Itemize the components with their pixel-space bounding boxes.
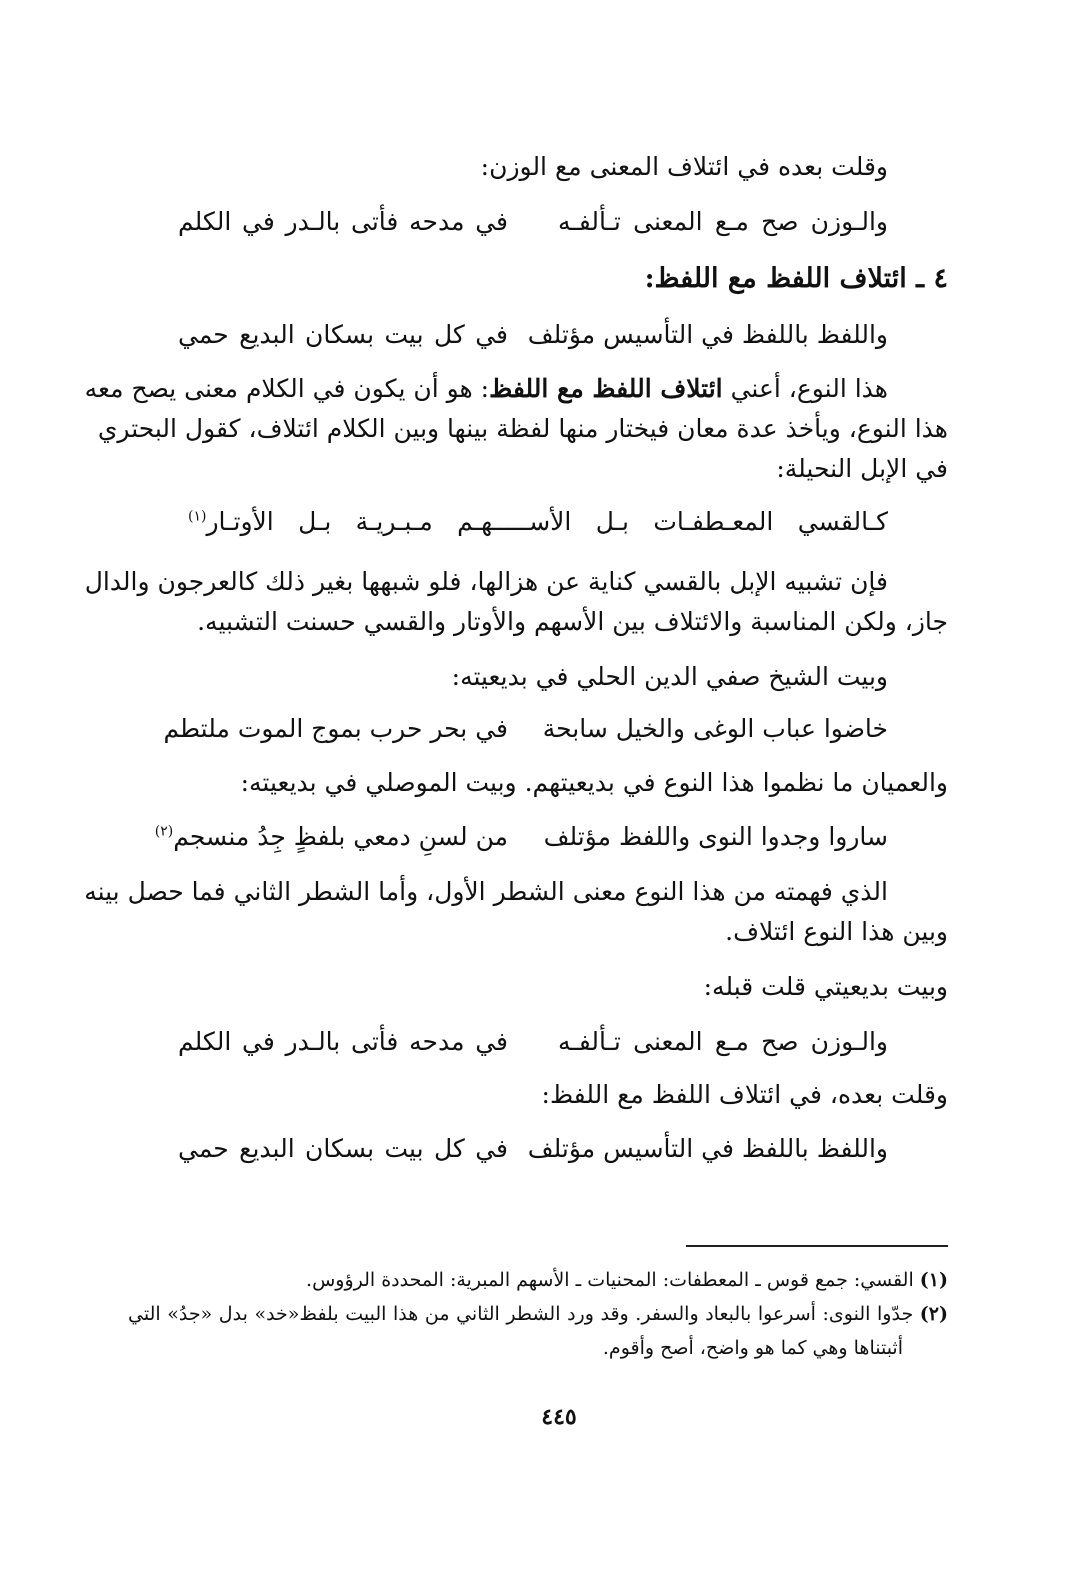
page-number: ٤٤٥ — [541, 1404, 577, 1430]
footnote-separator — [686, 1245, 948, 1247]
verse-7-first-hemistich: واللفظ باللفظ في التأسيس مؤتلف — [527, 1134, 888, 1163]
footnote-2-number: (٢) — [919, 1303, 948, 1325]
paragraph-1-line-2: هذا النوع، ويأخذ عدة معان فيختار منها لفظة بينها وبين الكلام ائتلاف، كقول البحتري — [97, 414, 948, 443]
footnote-1-text: القسي: جمع قوس ـ المعطفات: المحنيات ـ الأسهم المبرية: المحددة الرؤوس. — [306, 1269, 920, 1291]
verse-3-text: كـالقسي المعـطفـات بـل الأســـــهـم مـبـريـة بـل الأوتـار — [206, 507, 888, 536]
paragraph-1-line-3: في الإبل النحيلة: — [776, 454, 948, 483]
footnote-ref-2: (٢) — [154, 823, 174, 840]
paragraph-1-text: هذا النوع، أعني — [722, 374, 888, 403]
section-heading: ٤ ـ ائتلاف اللفظ مع اللفظ: — [644, 263, 948, 294]
verse-5-first-hemistich: ساروا وجدوا النوى واللفظ مؤتلف — [543, 822, 888, 851]
intro-line: وقلت بعده في ائتلاف المعنى مع الوزن: — [480, 152, 888, 181]
footnote-2-text: جدّوا النوى: أسرعوا بالبعاد والسفر. وقد ورد الشطر الثاني من هذا البيت بلفظ«خد» بدل «جدُ» التي — [128, 1303, 920, 1325]
verse-4-first-hemistich: خاضوا عباب الوغى والخيل سابحة — [542, 714, 888, 743]
verse-3 — [188, 505, 888, 539]
verse-7-second-hemistich: في كل بيت بسكان البديع حمي — [178, 1134, 508, 1163]
paragraph-2-line-1 — [84, 565, 948, 599]
verse-4-second-hemistich: في بحر حرب بموج الموت ملتطم — [163, 714, 508, 743]
paragraph-5-line-1 — [84, 875, 948, 909]
paragraph-3: وبيت الشيخ صفي الدين الحلي في بديعيته: — [451, 662, 888, 691]
verse-5-second-text: من لسنِ دمعي بلفظٍ جِدُ منسجم — [173, 822, 508, 851]
footnote-ref-1: (١) — [188, 508, 207, 525]
paragraph-1-line-1 — [84, 372, 948, 406]
verse-1-second-hemistich: في مدحه فأتى بالـدر في الكلم — [178, 207, 508, 236]
term-highlight: ائتلاف اللفظ مع اللفظ — [489, 374, 723, 403]
paragraph-4: والعميان ما نظموا هذا النوع في بديعيتهم. وبيت الموصلي في بديعيته: — [240, 768, 948, 797]
verse-2-first-hemistich: واللفظ باللفظ في التأسيس مؤتلف — [527, 320, 888, 349]
paragraph-5-text: الذي فهمته من هذا النوع معنى الشطر الأول، وأما الشطر الثاني فما حصل بينه — [84, 877, 888, 906]
paragraph-6: وبيت بديعيتي قلت قبله: — [703, 972, 948, 1001]
verse-2-second-hemistich: في كل بيت بسكان البديع حمي — [178, 320, 508, 349]
verse-5-second-hemistich — [154, 820, 508, 854]
footnote-1-number: (١) — [919, 1269, 948, 1291]
verse-6-first-hemistich: والـوزن صح مـع المعنى تـألفـه — [558, 1027, 888, 1056]
footnote-1 — [128, 1266, 948, 1294]
verse-6-second-hemistich: في مدحه فأتى بالـدر في الكلم — [178, 1027, 508, 1056]
paragraph-2-text: فإن تشبيه الإبل بالقسي كناية عن هزالها، فلو شبهها بغير ذلك كالعرجون والدال — [84, 567, 888, 596]
footnote-2-line-1 — [128, 1300, 948, 1328]
verse-1-first-hemistich: والـوزن صح مـع المعنى تـألفـه — [558, 207, 888, 236]
paragraph-2-line-2: جاز، ولكن المناسبة والائتلاف بين الأسهم والأوتار والقسي حسنت التشبيه. — [197, 607, 948, 636]
footnote-2-line-2: أثبتناها وهي كما هو واضح، أصح وأقوم. — [602, 1337, 903, 1359]
paragraph-1-text-cont: : هو أن يكون في الكلام معنى يصح معه — [84, 374, 490, 403]
paragraph-7: وقلت بعده، في ائتلاف اللفظ مع اللفظ: — [541, 1080, 948, 1109]
paragraph-5-line-2: وبين هذا النوع ائتلاف. — [725, 917, 948, 946]
